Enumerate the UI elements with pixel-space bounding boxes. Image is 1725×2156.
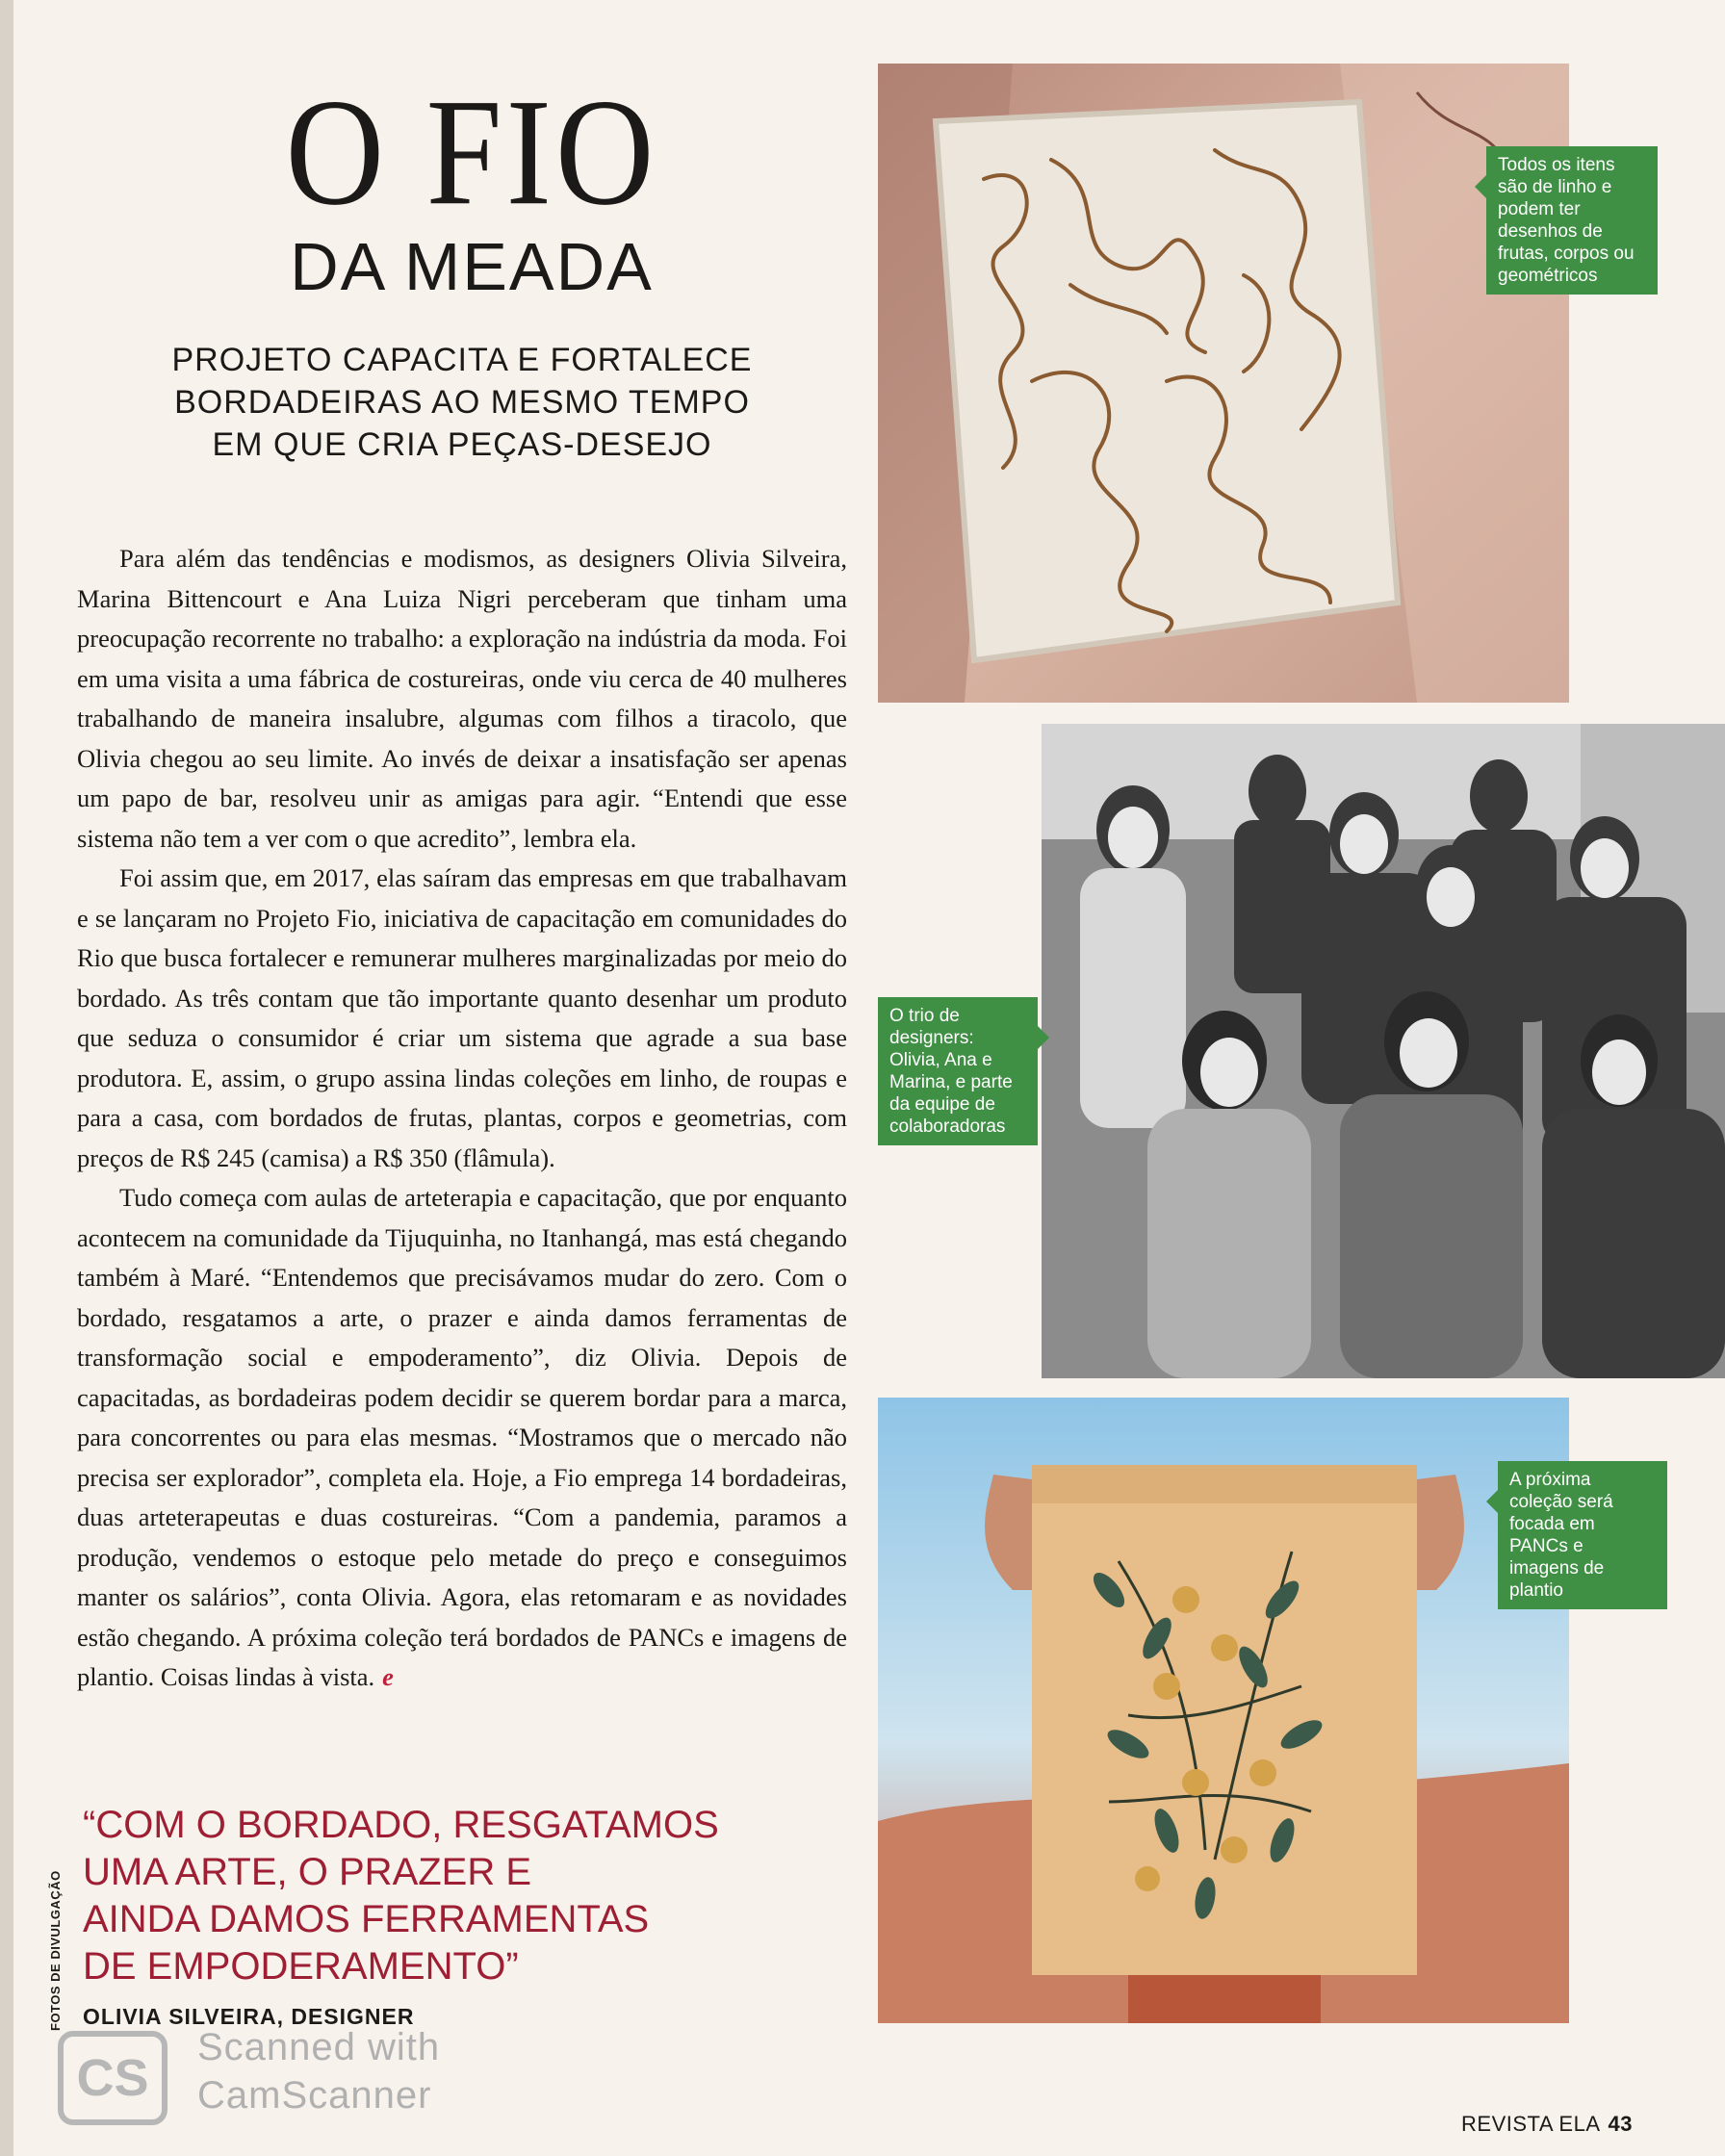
publication-name: REVISTA ELA	[1461, 2112, 1601, 2136]
pull-quote	[83, 1802, 814, 1990]
photo-credit: FOTOS DE DIVULGAÇÃO	[48, 1870, 63, 2031]
paragraph-3	[77, 1178, 847, 1698]
pull-quote-line: “COM O BORDADO, RESGATAMOS	[83, 1804, 719, 1846]
banner-photo	[878, 1398, 1569, 2023]
subheadline-line: BORDADEIRAS AO MESMO TEMPO	[174, 384, 750, 421]
headline-line-2: DA MEADA	[290, 229, 654, 304]
watermark-line: CamScanner	[197, 2074, 432, 2117]
paragraph-2: Foi assim que, em 2017, elas saíram das empresas em que trabalhavam e se lançaram no Projeto Fio, iniciativa de capacitação em comunidades do Rio que busca fortalecer e remunerar mulheres marginalizadas por meio do bordado. As três contam que tão importante quanto desenhar um produto que seduza o consumidor é criar um sistema que agrade a sua base produtora. E, assim, o grupo assina lindas coleções em linho, de roupas e para a casa, com bordados de frutas, plantas, corpos e geometrias, com preços de R$ 245 (camisa) a R$ 350 (flâmula).	[77, 863, 847, 1172]
page-edge	[0, 0, 13, 2156]
pillow-caption: Todos os itens são de linho e podem ter desenhos de frutas, corpos ou geométricos	[1486, 146, 1658, 295]
page-footer	[1461, 2112, 1633, 2137]
end-mark-icon: e	[382, 1662, 394, 1691]
scanner-watermark	[197, 2023, 440, 2119]
article-body	[77, 539, 847, 1698]
paragraph-3-text: Tudo começa com aulas de arteterapia e capacitação, que por enquanto acontecem na comunidade da Tijuquinha, no Itanhangá, mas está chegando também à Maré. “Entendemos que precisávamos mudar do zero. Com o bordado, resgatamos a arte, o prazer e ainda damos ferramentas de transformação social e empoderamento”, diz Olivia. Depois de capacitadas, as bordadeiras podem decidir se querem bordar para a marca, para concorrentes ou para elas mesmas. “Mostramos que o mercado não precisa ser explorador”, completa ela. Hoje, a Fio emprega 14 bordadeiras, duas arteterapeutas e duas costureiras. “Com a pandemia, paramos a produção, vendemos o estoque pelo metade do preço e conseguimos manter os salários”, conta Olivia. Agora, elas retomaram e as novidades estão chegando. A próxima coleção terá bordados de PANCs e imagens de plantio. Coisas lindas à vista.	[77, 1183, 847, 1691]
pull-quote-author: OLIVIA SILVEIRA, DESIGNER	[83, 2004, 415, 2029]
pull-quote-line: DE EMPODERAMENTO”	[83, 1945, 519, 1988]
pull-quote-line: AINDA DAMOS FERRAMENTAS	[83, 1898, 650, 1940]
pillow-photo	[878, 64, 1569, 703]
paragraph-1: Para além das tendências e modismos, as designers Olivia Silveira, Marina Bittencourt e Ana Luiza Nigri perceberam que tinham uma preocupação recorrente no trabalho: a exploração na indústria da moda. Foi em uma visita a uma fábrica de costureiras, onde viu cerca de 40 mulheres trabalhando de maneira insalubre, algumas com filhos a tiracolo, que Olivia chegou ao seu limite. Ao invés de deixar a insatisfação ser apenas um papo de bar, resolveu unir as amigas para agir. “Entendi que esse sistema não tem a ver com o que acredito”, lembra ela.	[77, 544, 847, 853]
subheadline-line: EM QUE CRIA PEÇAS-DESEJO	[212, 426, 712, 463]
page-number: 43	[1608, 2112, 1633, 2136]
watermark-line: Scanned with	[197, 2026, 441, 2068]
banner-caption: A próxima coleção será focada em PANCs e imagens de plantio	[1498, 1461, 1667, 1609]
headline-line-1: O FIO	[285, 66, 658, 237]
team-photo	[1042, 724, 1725, 1378]
subheadline	[116, 339, 809, 466]
pull-quote-line: UMA ARTE, O PRAZER E	[83, 1851, 532, 1893]
team-caption: O trio de designers: Olivia, Ana e Marina, e parte da equipe de colaboradoras	[878, 997, 1038, 1145]
camscanner-logo-icon: CS	[58, 2031, 167, 2125]
subheadline-line: PROJETO CAPACITA E FORTALECE	[171, 342, 753, 378]
